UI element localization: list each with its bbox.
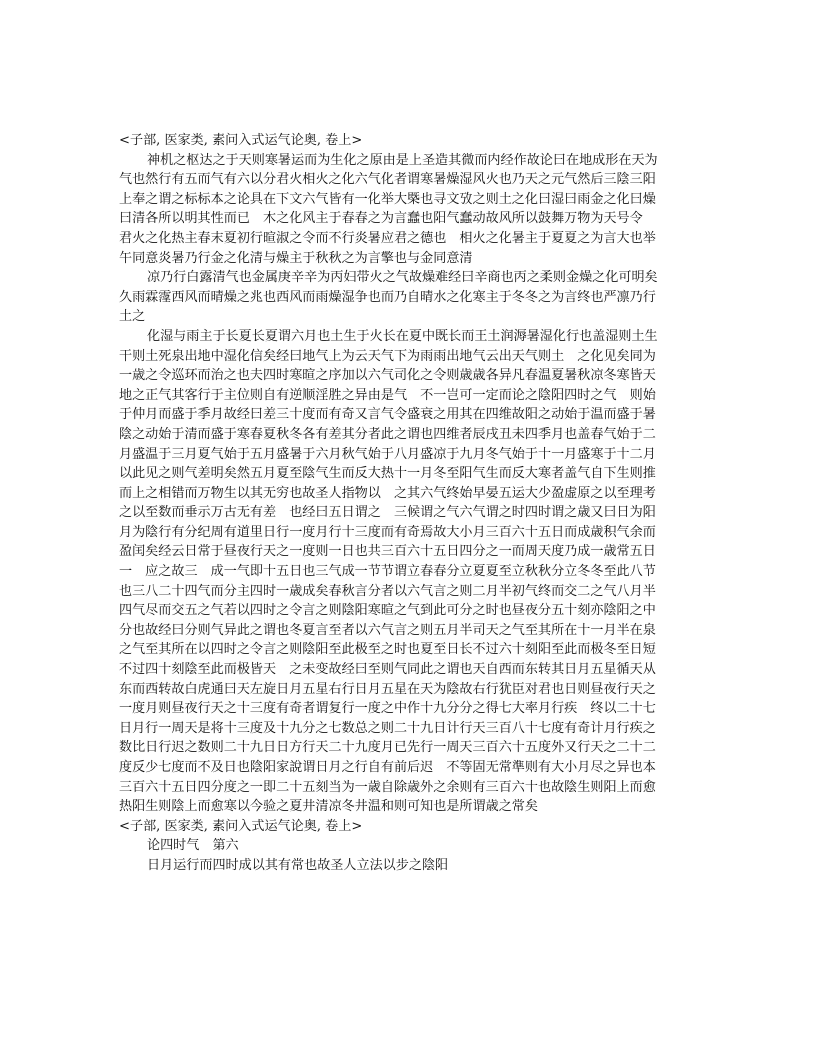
text-line: 盈闰矣经云日常于昼夜行天之一度则一日也共三百六十五日四分之一而周天度乃成一歳常五日 — [119, 544, 656, 560]
text-line: 热阳生则陰上而愈寒以今验之夏井清凉冬井温和则可知也是所谓歳之常矣 — [119, 799, 538, 815]
paragraph — [119, 836, 703, 856]
text-line: 月为陰行有分纪周有道里日行一度月行十三度而有奇焉故大小月三百六十五日而成歳积气余而 — [119, 524, 656, 540]
text-line: 神机之枢达之于天则寒暑运而为生化之原由是上圣造其微而内经作故论曰在地成形在天为 — [147, 152, 658, 168]
text-line: 之以至数而垂示万古无有差 也经曰五日谓之 三候谓之气六气谓之时四时谓之歳又曰日为阳 — [119, 505, 656, 521]
text-line: 于仲月而盛于季月故经曰差三十度而有奇又言气令盛衰之用其在四维故阳之动始于温而盛于暑 — [119, 407, 656, 423]
text-line: 不过四十刻陰至此而极皆天 之未变故经曰至则气同此之谓也天自西而东转其日月五星循天从 — [119, 662, 656, 678]
text-line: 三百六十五日四分度之一即二十五刻当为一歳自除歳外之余则有三百六十也故陰生则阳上而愈 — [119, 779, 656, 795]
text-line: 论四时气 第六 — [147, 838, 239, 854]
paragraph — [119, 856, 703, 876]
text-line: 凉乃行白露清气也金属庚辛辛为丙妇带火之气故燥难经曰辛商也丙之柔则金燥之化可明矣 — [147, 270, 658, 286]
text-line: 上奉之谓之标标本之论具在下文六气皆有一化举大槩也寻文攷之则土之化曰湿曰雨金之化曰燥 — [119, 191, 656, 207]
text-line: 土之 — [119, 309, 146, 325]
text-line: 地之正气其客行于主位则自有逆顺淫胜之异由是气 不一岂可一定而论之陰阳四时之气 则始 — [119, 387, 656, 403]
text-line: 分也故经曰分则气异此之谓也冬夏言至者以六气言之则五月半司天之气至其所在十一月半在泉 — [119, 622, 656, 638]
paragraph — [119, 151, 703, 269]
section-header: <子部, 医家类, 素问入式运气论奥, 卷上> — [119, 818, 363, 834]
text-line: 东而西转故白虎通曰天左旋日月五星右行日月五星在天为陰故右行犹臣对君也日则昼夜行天之 — [119, 681, 656, 697]
text-line: 数比日行迟之数则二十九日日方行天二十九度月已先行一周天三百六十五度外又行天之二十二 — [119, 740, 656, 756]
text-line: 午同意炎暑乃行金之化清与燥主于秋秋之为言擎也与金同意清 — [119, 250, 473, 266]
text-line: 干则土死泉出地中湿化信矣经曰地气上为云天气下为雨雨出地气云出天气则土 之化见矣同为 — [119, 348, 656, 364]
section-header: <子部, 医家类, 素问入式运气论奥, 卷上> — [119, 133, 363, 148]
text-line: 陰之动始于清而盛于寒春夏秋冬各有差其分者此之谓也四维者辰戌丑未四季月也盖春气始于二 — [119, 426, 656, 442]
text-line: 月盛温于三月夏气始于五月盛暑于六月秋气始于八月盛凉于九月冬气始于十一月盛寒于十二月 — [119, 446, 656, 462]
text-line: 以此见之则气差明矣然五月夏至陰气生而反大热十一月冬至阳气生而反大寒者盖气自下生则推 — [119, 466, 656, 482]
document-page — [119, 131, 703, 876]
text-line: 度反少七度而不及日也陰阳家說谓日月之行自有前后迟 不等固无常準则有大小月尽之异也本 — [119, 760, 656, 775]
text-line: 化湿与雨主于长夏长夏谓六月也土生于火长在夏中既长而王土润溽暑湿化行也盖湿则土生 — [147, 328, 658, 344]
text-line: 四气尽而交五之气若以四时之令言之则陰阳寒暄之气到此可分之时也昼夜分五十刻亦陰阳之中 — [119, 603, 656, 619]
text-line: 曰清各所以明其性而已 木之化风主于春春之为言蠢也阳气蠢动故风所以鼓舞万物为天号令 — [119, 211, 643, 227]
text-line: 日月运行而四时成以其有常也故圣人立法以步之陰阳 — [147, 857, 449, 873]
text-line: 一度月则昼夜行天之十三度有奇者谓复行一度之中作十九分分之得七大率月行疾 终以二十七 — [119, 701, 656, 717]
paragraph — [119, 327, 703, 817]
paragraph — [119, 268, 703, 327]
text-line: 气也然行有五而气有六以分君火相火之化六气化者谓寒暑燥湿风火也乃天之元气然后三陰三阳 — [119, 172, 656, 188]
text-line: 一歳之令巡环而治之也夫四时寒暄之序加以六气司化之令则歳歳各异凡春温夏暑秋凉冬寒皆天 — [119, 368, 656, 384]
text-line: 久雨霖霪西风而晴燥之兆也西风而雨燥湿争也而乃自晴水之化寒主于冬冬之为言终也严凛乃行 — [119, 289, 656, 305]
text-line: 日月行一周天是将十三度及十九分之七数总之则二十九日计行天三百八十七度有奇计月行疾之 — [119, 720, 656, 736]
text-line: 之气至其所在以四时之令言之则陰阳至此极至之时也夏至日长不过六十刻阳至此而极冬至日短 — [119, 642, 656, 658]
text-line: 也三八二十四气而分主四时一歳成矣春秋言分者以六气言之则二月半初气终而交二之气八月半 — [119, 583, 656, 599]
text-line: 一 应之故三 成一气即十五日也三气成一节节谓立春春分立夏夏至立秋秋分立冬冬至此八节 — [119, 564, 656, 580]
text-line: 而上之相错而万物生以其无穷也故圣人指物以 之其六气终始早晏五运大少盈虚原之以至理考 — [119, 485, 656, 501]
text-line: 君火之化热主春末夏初行暄淑之令而不行炎暑应君之德也 相火之化暑主于夏夏之为言大也举 — [119, 230, 656, 246]
